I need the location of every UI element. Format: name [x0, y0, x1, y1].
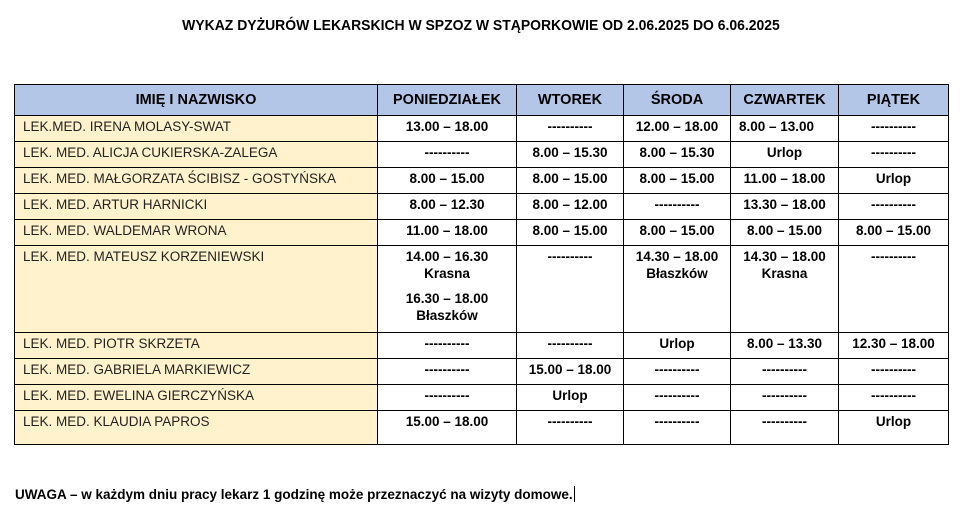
monday-cell: 13.00 – 18.00: [378, 116, 517, 142]
tuesday-cell: 8.00 – 15.00: [517, 168, 624, 194]
tuesday-cell: ----------: [517, 333, 624, 359]
shift-location: Krasna: [761, 266, 808, 281]
document-title: WYKAZ DYŻURÓW LEKARSKICH W SPZOZ W STĄPORKOWIE OD 2.06.2025 DO 6.06.2025: [182, 17, 780, 34]
doctor-name: LEK. MED. PIOTR SKRZETA: [15, 333, 378, 359]
wednesday-cell: 8.00 – 15.00: [624, 220, 731, 246]
text-cursor: [574, 486, 575, 502]
tuesday-cell: 8.00 – 15.30: [517, 142, 624, 168]
monday-shift-1: [378, 248, 516, 282]
thursday-cell: ----------: [731, 385, 839, 411]
tuesday-cell: 8.00 – 12.00: [517, 194, 624, 220]
tuesday-cell: ----------: [517, 116, 624, 142]
header-tuesday: WTOREK: [517, 85, 624, 116]
note-text: UWAGA – w każdym dniu pracy lekarz 1 godzinę może przeznaczyć na wizyty domowe.: [15, 487, 573, 502]
doctor-name: LEK. MED. MATEUSZ KORZENIEWSKI: [15, 246, 378, 333]
monday-cell: ----------: [378, 359, 517, 385]
table-row: [15, 333, 949, 359]
monday-cell: ----------: [378, 142, 517, 168]
wednesday-cell: [624, 246, 731, 333]
monday-cell: [378, 246, 517, 333]
tuesday-cell: Urlop: [517, 385, 624, 411]
thursday-cell: ----------: [731, 359, 839, 385]
monday-cell: 8.00 – 15.00: [378, 168, 517, 194]
shift-time: 14.30 – 18.00: [743, 249, 826, 264]
duty-schedule-table: [14, 84, 949, 445]
header-wednesday: ŚRODA: [624, 85, 731, 116]
table-row: [15, 246, 949, 333]
wednesday-cell: 8.00 – 15.30: [624, 142, 731, 168]
header-monday: PONIEDZIAŁEK: [378, 85, 517, 116]
wednesday-cell: ----------: [624, 194, 731, 220]
shift-time: 14.30 – 18.00: [635, 249, 719, 264]
thursday-cell: 8.00 – 13.00: [731, 116, 839, 142]
friday-cell: ----------: [839, 246, 949, 333]
shift-location: Błaszków: [416, 308, 478, 323]
friday-cell: Urlop: [839, 411, 949, 445]
friday-cell: ----------: [839, 116, 949, 142]
friday-cell: ----------: [839, 359, 949, 385]
friday-cell: Urlop: [839, 168, 949, 194]
table-row: [15, 220, 949, 246]
shift-location: Błaszków: [646, 266, 708, 281]
header-name: IMIĘ I NAZWISKO: [15, 85, 378, 116]
table-header-row: [15, 85, 949, 116]
monday-cell: ----------: [378, 385, 517, 411]
tuesday-cell: 8.00 – 15.00: [517, 220, 624, 246]
shift-time: 16.30 – 18.00: [405, 291, 489, 306]
doctor-name: LEK. MED. GABRIELA MARKIEWICZ: [15, 359, 378, 385]
wednesday-cell: 12.00 – 18.00: [624, 116, 731, 142]
header-thursday: CZWARTEK: [731, 85, 839, 116]
thursday-cell: Urlop: [731, 142, 839, 168]
doctor-name: LEK. MED. WALDEMAR WRONA: [15, 220, 378, 246]
doctor-name: LEK. MED. KLAUDIA PAPROS: [15, 411, 378, 445]
house-visits-note: [15, 486, 575, 502]
thursday-cell: 8.00 – 13.30: [731, 333, 839, 359]
monday-shift-2: [378, 290, 516, 324]
doctor-name: LEK. MED. MAŁGORZATA ŚCIBISZ - GOSTYŃSKA: [15, 168, 378, 194]
doctor-name: LEK.MED. IRENA MOLASY-SWAT: [15, 116, 378, 142]
doctor-name: LEK. MED. ARTUR HARNICKI: [15, 194, 378, 220]
table-row: [15, 385, 949, 411]
tuesday-cell: 15.00 – 18.00: [517, 359, 624, 385]
doctor-name: LEK. MED. ALICJA CUKIERSKA-ZALEGA: [15, 142, 378, 168]
header-friday: PIĄTEK: [839, 85, 949, 116]
thursday-cell: 11.00 – 18.00: [731, 168, 839, 194]
wednesday-cell: Urlop: [624, 333, 731, 359]
monday-cell: 15.00 – 18.00: [378, 411, 517, 445]
thursday-cell: ----------: [731, 411, 839, 445]
tuesday-cell: ----------: [517, 246, 624, 333]
monday-cell: ----------: [378, 333, 517, 359]
wednesday-cell: ----------: [624, 385, 731, 411]
thursday-cell: [731, 246, 839, 333]
friday-cell: 12.30 – 18.00: [839, 333, 949, 359]
table-row: [15, 142, 949, 168]
wednesday-cell: ----------: [624, 411, 731, 445]
friday-cell: 8.00 – 15.00: [839, 220, 949, 246]
friday-cell: ----------: [839, 142, 949, 168]
monday-cell: 11.00 – 18.00: [378, 220, 517, 246]
wednesday-cell: 8.00 – 15.00: [624, 168, 731, 194]
shift-time: 14.00 – 16.30: [405, 249, 489, 264]
friday-cell: ----------: [839, 194, 949, 220]
table-row: [15, 359, 949, 385]
table-row: [15, 116, 949, 142]
thursday-cell: 8.00 – 15.00: [731, 220, 839, 246]
monday-cell: 8.00 – 12.30: [378, 194, 517, 220]
tuesday-cell: ----------: [517, 411, 624, 445]
table-row: [15, 411, 949, 445]
table-row: [15, 194, 949, 220]
doctor-name: LEK. MED. EWELINA GIERCZYŃSKA: [15, 385, 378, 411]
wednesday-cell: ----------: [624, 359, 731, 385]
thursday-cell: 13.30 – 18.00: [731, 194, 839, 220]
shift-location: Krasna: [424, 266, 470, 281]
table-row: [15, 168, 949, 194]
friday-cell: ----------: [839, 385, 949, 411]
